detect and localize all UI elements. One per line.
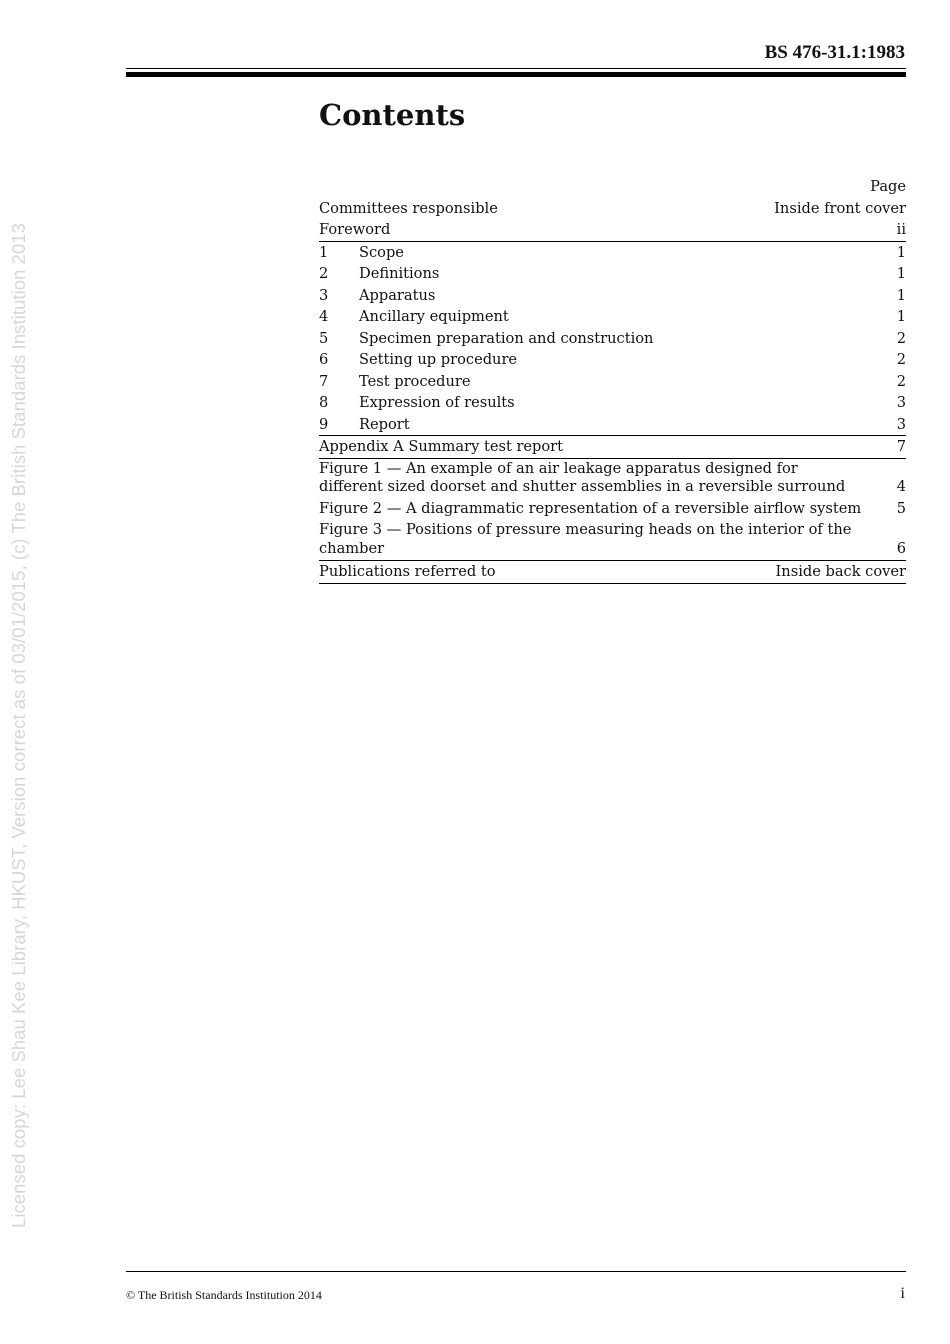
clause-page: 2: [896, 329, 906, 347]
toc-entry-publications[interactable]: [319, 561, 906, 584]
figure-caption-line: Figure 1 — An example of an air leakage apparatus designed for: [319, 459, 798, 477]
clause-number: 6: [319, 351, 329, 368]
footer-rule: [126, 1271, 906, 1272]
clause-label: Scope: [359, 243, 404, 261]
toc-clause-1[interactable]: [319, 242, 906, 264]
clause-label: Specimen preparation and construction: [359, 329, 654, 347]
clause-number: 2: [319, 265, 329, 282]
toc-entry-page: 7: [896, 438, 906, 455]
toc-clause-7[interactable]: [319, 371, 906, 393]
figure-caption: [319, 521, 887, 558]
table-of-contents: [319, 176, 906, 584]
toc-clause-5[interactable]: [319, 328, 906, 350]
clause-page: 1: [896, 308, 906, 325]
header-rule-thick: [126, 72, 906, 77]
clause-label: Test procedure: [359, 372, 471, 390]
figure-page: 5: [896, 499, 906, 517]
toc-figure-2[interactable]: [319, 499, 906, 521]
toc-clause-3[interactable]: [319, 285, 906, 307]
clause-number: 8: [319, 394, 329, 411]
clause-page: 3: [896, 394, 906, 411]
footer-copyright: © The British Standards Institution 2014: [126, 1288, 322, 1302]
figure-page: 4: [896, 478, 906, 495]
toc-clause-4[interactable]: [319, 306, 906, 328]
clause-number: 5: [319, 329, 329, 347]
figure-caption-line: different sized doorset and shutter assemblies in a reversible surround: [319, 478, 846, 495]
clause-number: 4: [319, 308, 329, 325]
toc-entry-foreword[interactable]: [319, 219, 906, 242]
figure-caption: [319, 460, 887, 497]
toc-clause-8[interactable]: [319, 392, 906, 414]
header-rule-thin: [126, 68, 906, 69]
license-watermark: Licensed copy: Lee Shau Kee Library, HKUST, Version correct as of 03/01/2015, (c) The British Standards Institution 2013: [8, 223, 29, 1228]
toc-entry-label: Publications referred to: [319, 563, 496, 580]
toc-figure-3[interactable]: [319, 520, 906, 561]
figure-page: 6: [896, 539, 906, 557]
toc-entry-label: Appendix A Summary test report: [319, 438, 564, 455]
figure-caption-line: chamber: [319, 539, 385, 557]
clause-page: 2: [896, 372, 906, 390]
clause-label: Setting up procedure: [359, 351, 518, 368]
clause-page: 1: [896, 243, 906, 261]
clause-label: Apparatus: [359, 286, 436, 304]
toc-entry-appendix-a[interactable]: [319, 436, 906, 459]
clause-number: 3: [319, 286, 329, 304]
clause-label: Report: [359, 415, 410, 433]
toc-figure-1[interactable]: [319, 459, 906, 499]
clause-number: 1: [319, 243, 329, 261]
page-title: Contents: [319, 98, 466, 132]
clause-number: 9: [319, 415, 329, 433]
toc-clause-2[interactable]: [319, 263, 906, 285]
figure-caption-line: Figure 3 — Positions of pressure measuring heads on the interior of the: [319, 521, 852, 538]
clause-page: 1: [896, 265, 906, 282]
figure-caption: Figure 2 — A diagrammatic representation of a reversible airflow system: [319, 499, 862, 517]
toc-entry-label: Foreword: [319, 221, 391, 238]
toc-page-heading: Page: [870, 178, 906, 195]
clause-number: 7: [319, 372, 329, 390]
clause-label: Expression of results: [359, 394, 515, 411]
clause-label: Definitions: [359, 265, 440, 282]
clause-page: 3: [896, 415, 906, 433]
clause-page: 1: [896, 286, 906, 304]
document-id: BS 476-31.1:1983: [764, 42, 905, 63]
clause-page: 2: [896, 351, 906, 368]
toc-entry-label: Committees responsible: [319, 199, 498, 217]
toc-entry-page: Inside back cover: [775, 563, 906, 580]
toc-page-heading-row: [319, 176, 906, 198]
footer-page-number: i: [900, 1285, 905, 1302]
toc-entry-page: Inside front cover: [774, 199, 906, 217]
toc-clause-6[interactable]: [319, 349, 906, 371]
toc-entry-page: ii: [896, 221, 906, 238]
toc-clause-9[interactable]: [319, 414, 906, 437]
clause-label: Ancillary equipment: [359, 308, 509, 325]
toc-entry-committees[interactable]: [319, 198, 906, 220]
